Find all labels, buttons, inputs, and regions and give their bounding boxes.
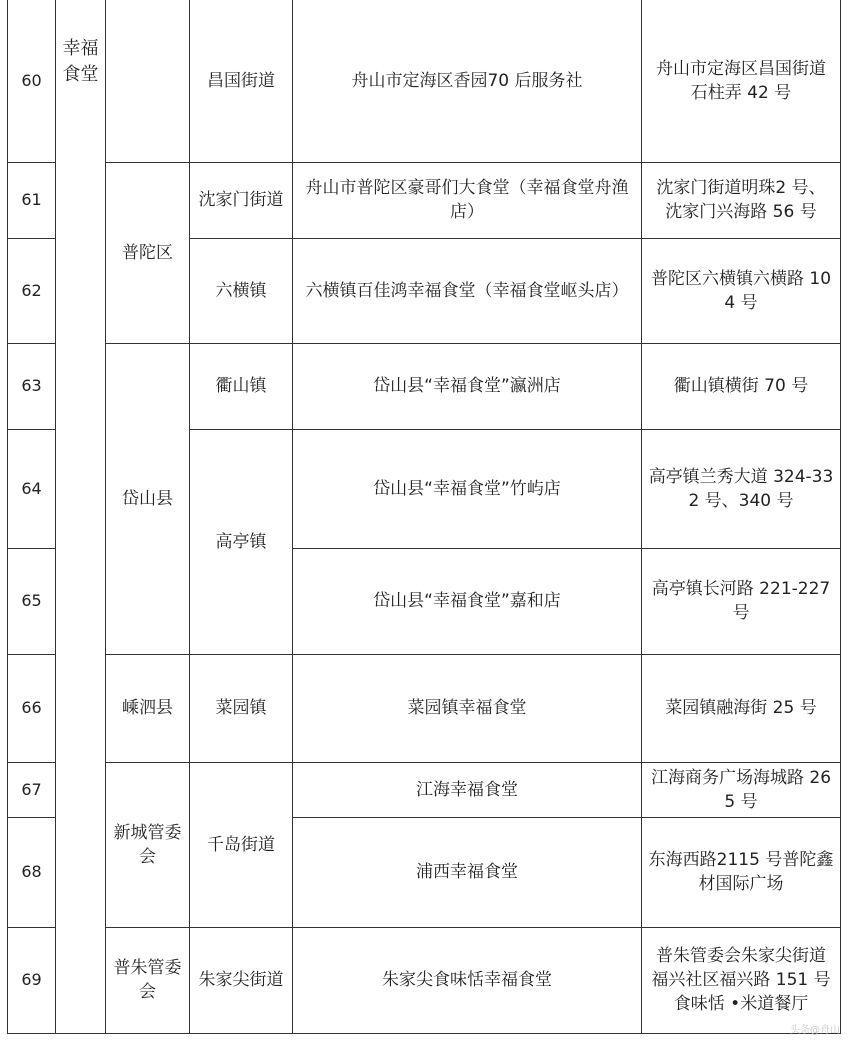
canteen-address: 衢山镇横街 70 号 [642,343,841,429]
canteen-address: 舟山市定海区昌国街道石柱弄 42 号 [642,0,841,162]
town-cell: 高亭镇 [190,429,293,654]
canteen-address: 高亭镇长河路 221-227 号 [642,548,841,654]
row-number: 67 [8,762,56,817]
canteen-name: 江海幸福食堂 [293,762,642,817]
canteen-name: 舟山市定海区香园70 后服务社 [293,0,642,162]
canteen-name: 浦西幸福食堂 [293,817,642,927]
row-number: 66 [8,654,56,762]
row-number: 63 [8,343,56,429]
canteen-name: 岱山县“幸福食堂”瀛洲店 [293,343,642,429]
town-cell: 六横镇 [190,238,293,343]
table-row [8,0,841,162]
district-cell: 普陀区 [106,162,190,343]
canteen-address: 菜园镇融海街 25 号 [642,654,841,762]
row-number: 62 [8,238,56,343]
canteen-name: 岱山县“幸福食堂”嘉和店 [293,548,642,654]
canteen-address: 普陀区六横镇六横路 104 号 [642,238,841,343]
table-row [8,762,841,817]
district-cell: 新城管委会 [106,762,190,927]
canteen-name: 朱家尖食味恬幸福食堂 [293,927,642,1033]
row-number: 61 [8,162,56,238]
watermark: 头条@舟山 [790,1025,840,1036]
table-row [8,162,841,238]
canteen-address: 沈家门街道明珠2 号、沈家门兴海路 56 号 [642,162,841,238]
category-cell: 幸福食堂 [56,0,106,1033]
canteen-address: 普朱管委会朱家尖街道福兴社区福兴路 151 号食味恬 •米道餐厅 [642,927,841,1033]
town-cell: 千岛街道 [190,762,293,927]
canteen-name: 岱山县“幸福食堂”竹屿店 [293,429,642,548]
row-number: 69 [8,927,56,1033]
canteen-address: 东海西路2115 号普陀鑫材国际广场 [642,817,841,927]
town-cell: 沈家门街道 [190,162,293,238]
town-cell: 衢山镇 [190,343,293,429]
table-row [8,927,841,1033]
table-row [8,654,841,762]
canteen-table [7,0,841,1034]
canteen-name: 菜园镇幸福食堂 [293,654,642,762]
canteen-name: 舟山市普陀区豪哥们大食堂（幸福食堂舟渔店） [293,162,642,238]
district-cell [106,0,190,162]
town-cell: 昌国街道 [190,0,293,162]
district-cell: 普朱管委会 [106,927,190,1033]
row-number: 65 [8,548,56,654]
table-row [8,343,841,429]
canteen-address: 高亭镇兰秀大道 324-332 号、340 号 [642,429,841,548]
row-number: 68 [8,817,56,927]
district-cell: 岱山县 [106,343,190,654]
row-number: 60 [8,0,56,162]
district-cell: 嵊泗县 [106,654,190,762]
town-cell: 菜园镇 [190,654,293,762]
town-cell: 朱家尖街道 [190,927,293,1033]
canteen-name: 六横镇百佳鸿幸福食堂（幸福食堂岖头店） [293,238,642,343]
canteen-address: 江海商务广场海城路 265 号 [642,762,841,817]
row-number: 64 [8,429,56,548]
